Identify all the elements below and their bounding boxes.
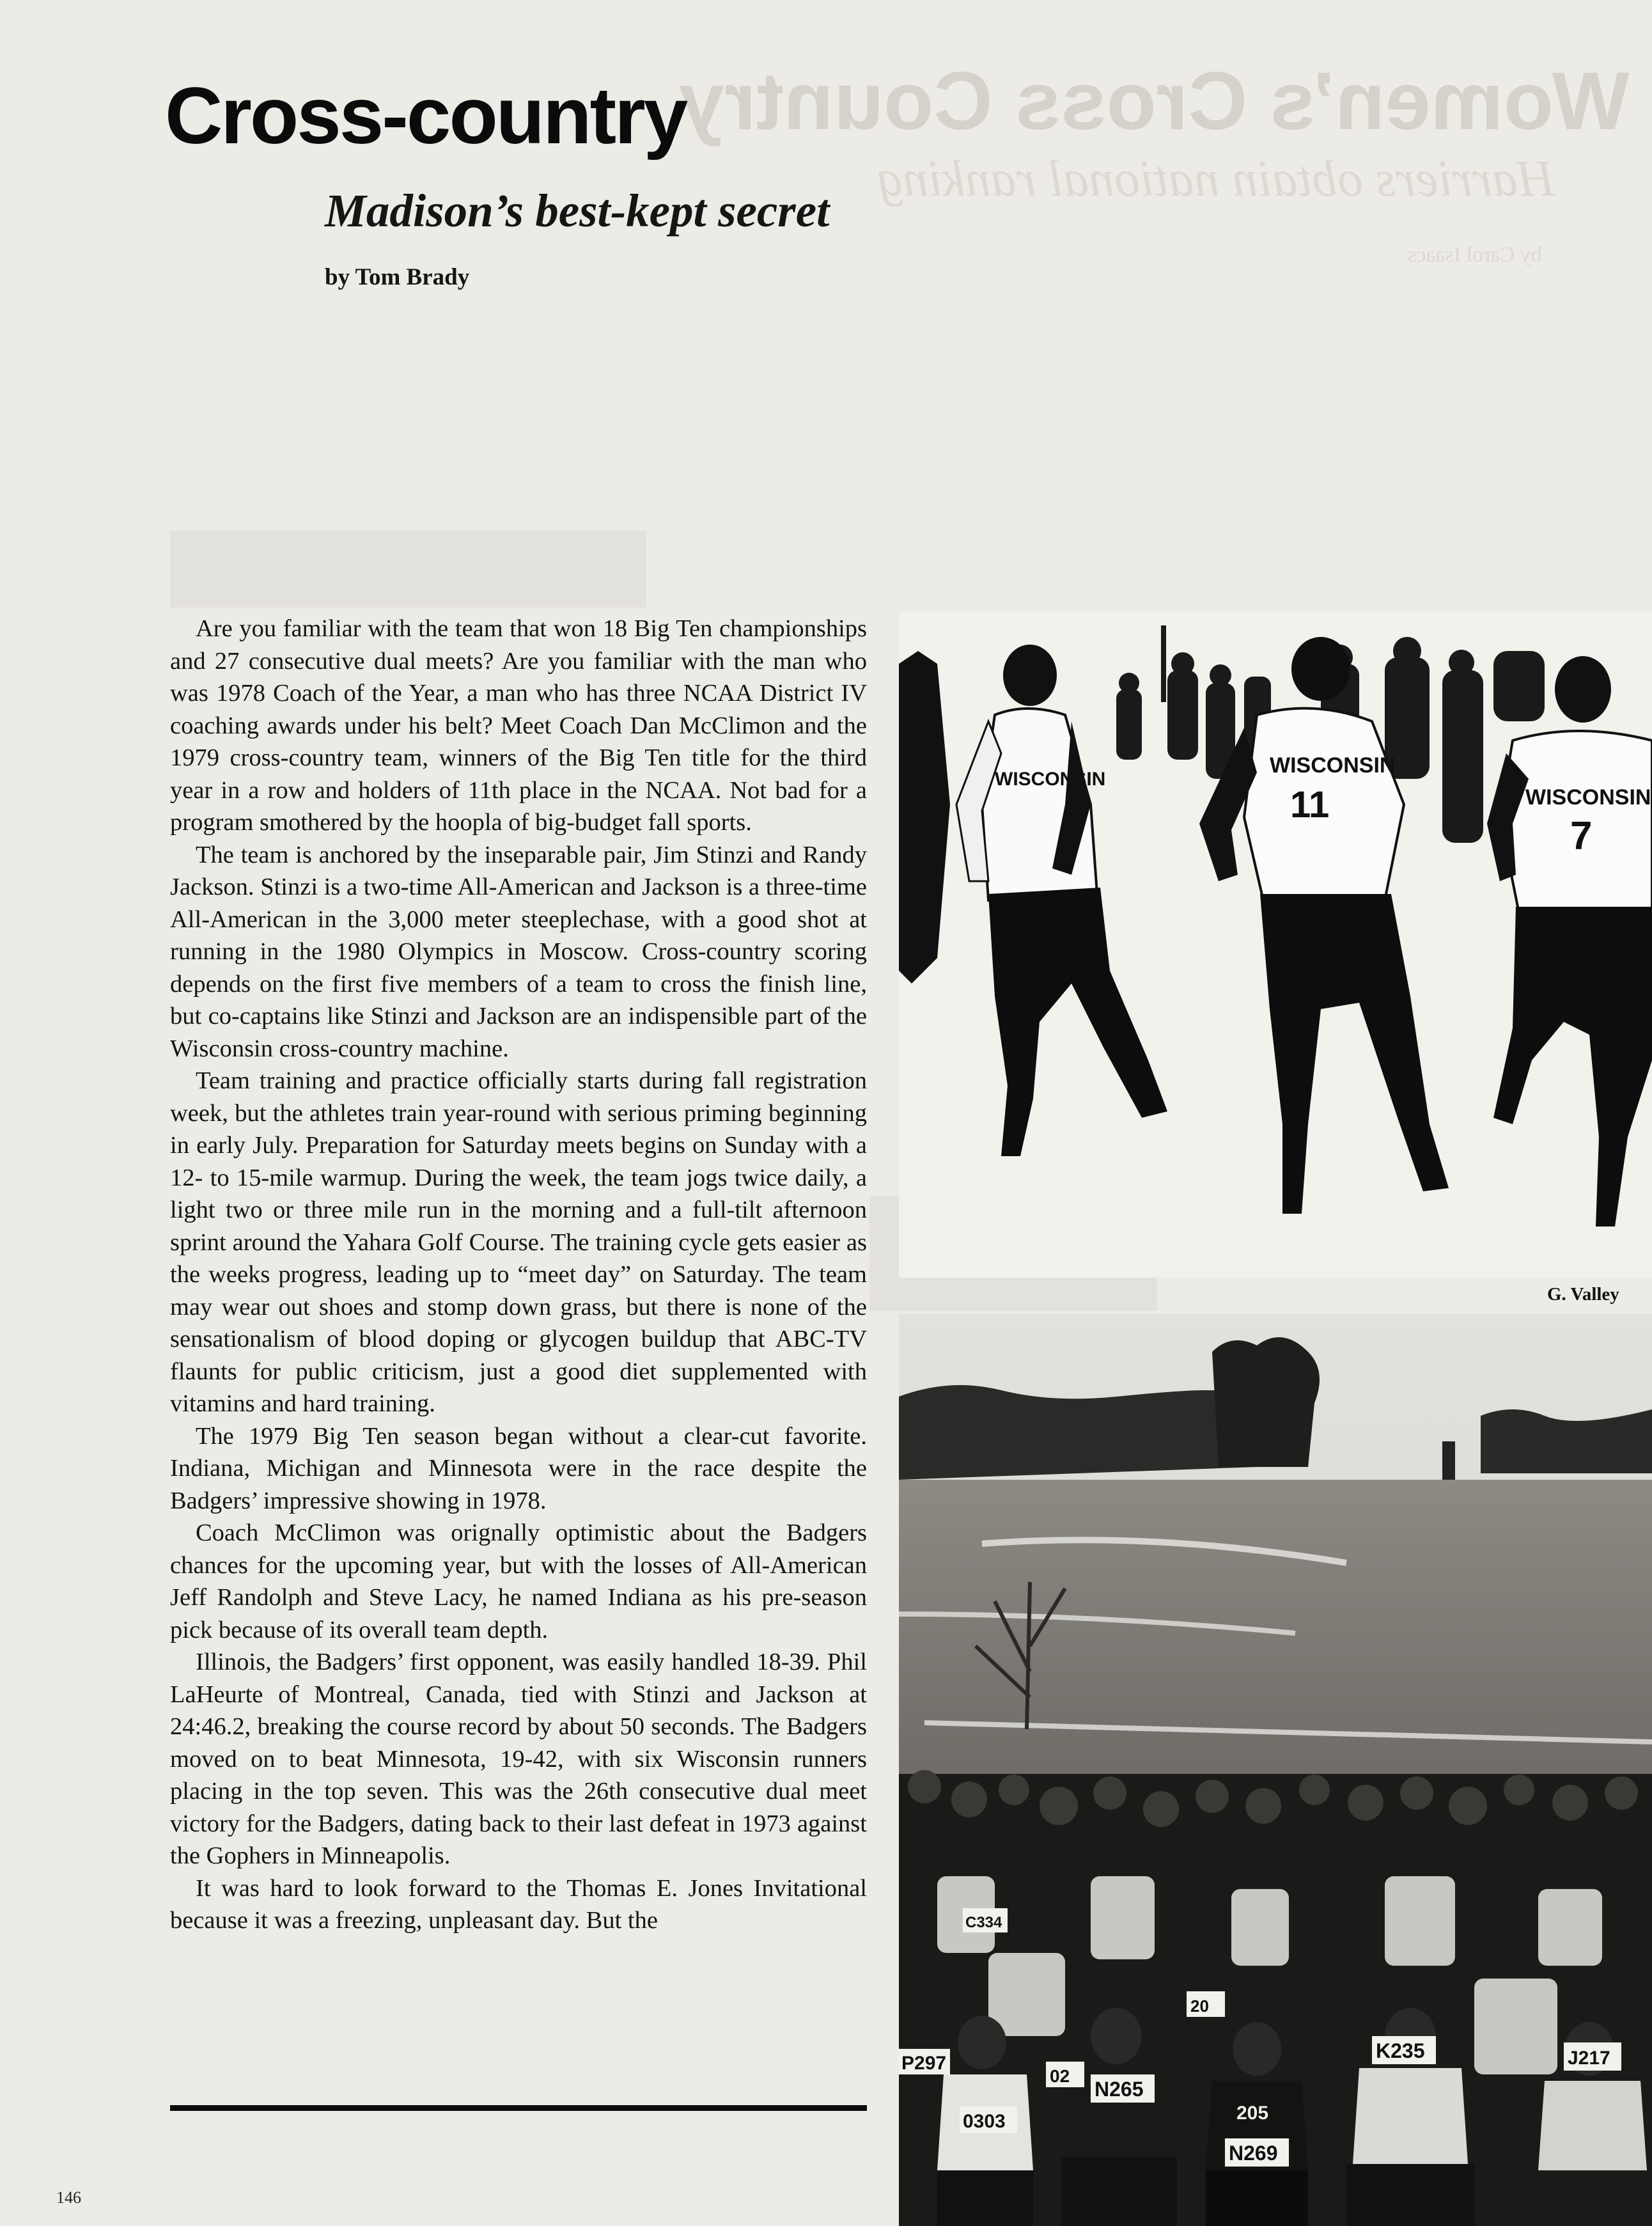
photo-race-field-image bbox=[899, 1313, 1652, 2226]
bib-label: 0303 bbox=[963, 2111, 1006, 2132]
byline: by Tom Brady bbox=[325, 264, 470, 290]
bib-label: N265 bbox=[1095, 2078, 1144, 2101]
jersey-number-2: 11 bbox=[1290, 784, 1330, 826]
photo-runners-leading bbox=[899, 613, 1652, 1278]
photo-runners-leading-image bbox=[899, 613, 1652, 1278]
bib-label: P297 bbox=[901, 2053, 947, 2074]
photo-credit: G. Valley bbox=[1547, 1284, 1619, 1305]
end-rule bbox=[170, 2105, 867, 2111]
article-paragraph: Illinois, the Badgers’ first opponent, was easily handled 18-39. Phil LaHeurte of Montreal, Canada, tied with Stinzi and Jackson at 24:46.2, breaking the course record by about 50 seconds. The Badgers moved on to beat Minnesota, 19-42, with six Wisconsin runners placing in the top seven. This was the 26th consecutive dual meet victory for the Badgers, dating back to their last defeat in 1973 against the Gophers in Minneapolis. bbox=[170, 1649, 867, 1869]
page-number: 146 bbox=[56, 2188, 81, 2207]
photo-race-field bbox=[899, 1313, 1652, 2226]
bib-label: N269 bbox=[1229, 2142, 1278, 2165]
headline: Cross-country bbox=[165, 72, 687, 161]
article-paragraph: Are you familiar with the team that won 18 Big Ten championships and 27 consecutive dual meets? Are you familiar with the man who was 1978 Coach of the Year, a man who has three NCAA District IV coaching awards under his belt? Meet Coach Dan McClimon and the 1979 cross-country team, winners of the Big Ten title for the third year in a row and holders of 11th place in the NCAA. Not bad for a program smothered by the hoopla of big-budget fall sports. bbox=[170, 615, 867, 836]
article-paragraph: Coach McClimon was orignally optimistic about the Badgers chances for the upcoming year, but with the losses of All-American Jeff Randolph and Steve Lacy, he named Indiana as his pre-season pick because of its overall team depth. bbox=[170, 1519, 867, 1643]
article-paragraph: Team training and practice officially starts during fall registration week, but the athletes train year-round with serious priming beginning in early July. Preparation for Saturday meets begins on Sunday with a 12- to 15-mile warmup. During the week, the team jogs twice daily, a light two or three mile run in the morning and a full-tilt afternoon sprint around the Yahara Golf Course. The training cycle gets easier as the weeks progress, leading up to “meet day” on Saturday. The team may wear out shoes and stomp down grass, but there is none of the sensationalism of blood doping or glycogen buildup that ABC-TV flaunts for public criticism, just a good diet supplemented with vitamins and hard training. bbox=[170, 1067, 867, 1417]
bib-label: 205 bbox=[1236, 2103, 1269, 2124]
bib-label: J217 bbox=[1568, 2048, 1610, 2069]
jersey-text-3: WISCONSIN bbox=[1525, 785, 1651, 810]
jersey-text-1: WISCONSIN bbox=[995, 769, 1106, 790]
jersey-text-2: WISCONSIN bbox=[1270, 753, 1396, 778]
bib-label: 20 bbox=[1190, 1996, 1209, 2016]
article-body bbox=[170, 613, 867, 1937]
bib-label: C334 bbox=[965, 1914, 1002, 1931]
show-through-title: Women’s Cross Country bbox=[678, 56, 1629, 147]
bib-label: K235 bbox=[1376, 2039, 1425, 2062]
show-through-block bbox=[170, 531, 646, 607]
article-paragraph: The team is anchored by the inseparable pair, Jim Stinzi and Randy Jackson. Stinzi is a two-time All-American and Jackson is a three-time All-American in the 3,000 meter steeplechase, with a good shot at running in the 1980 Olympics in Moscow. Cross-country scoring depends on the first five members of a team to cross the finish line, but co-captains like Stinzi and Jackson are an indispensible part of the Wisconsin cross-country machine. bbox=[170, 841, 867, 1062]
show-through-byline: by Carol Isaacs bbox=[1408, 243, 1542, 267]
jersey-number-3: 7 bbox=[1570, 814, 1593, 858]
article-paragraph: The 1979 Big Ten season began without a clear-cut favorite. Indiana, Michigan and Minnesota were in the race despite the Badgers’ impressive showing in 1978. bbox=[170, 1422, 867, 1514]
article-paragraph: It was hard to look forward to the Thomas E. Jones Invitational because it was a freezing, unpleasant day. But the bbox=[170, 1874, 867, 1934]
subhead: Madison’s best-kept secret bbox=[325, 185, 830, 237]
show-through-subtitle: Harriers obtain national ranking bbox=[877, 151, 1555, 207]
bib-label: 02 bbox=[1050, 2066, 1070, 2086]
